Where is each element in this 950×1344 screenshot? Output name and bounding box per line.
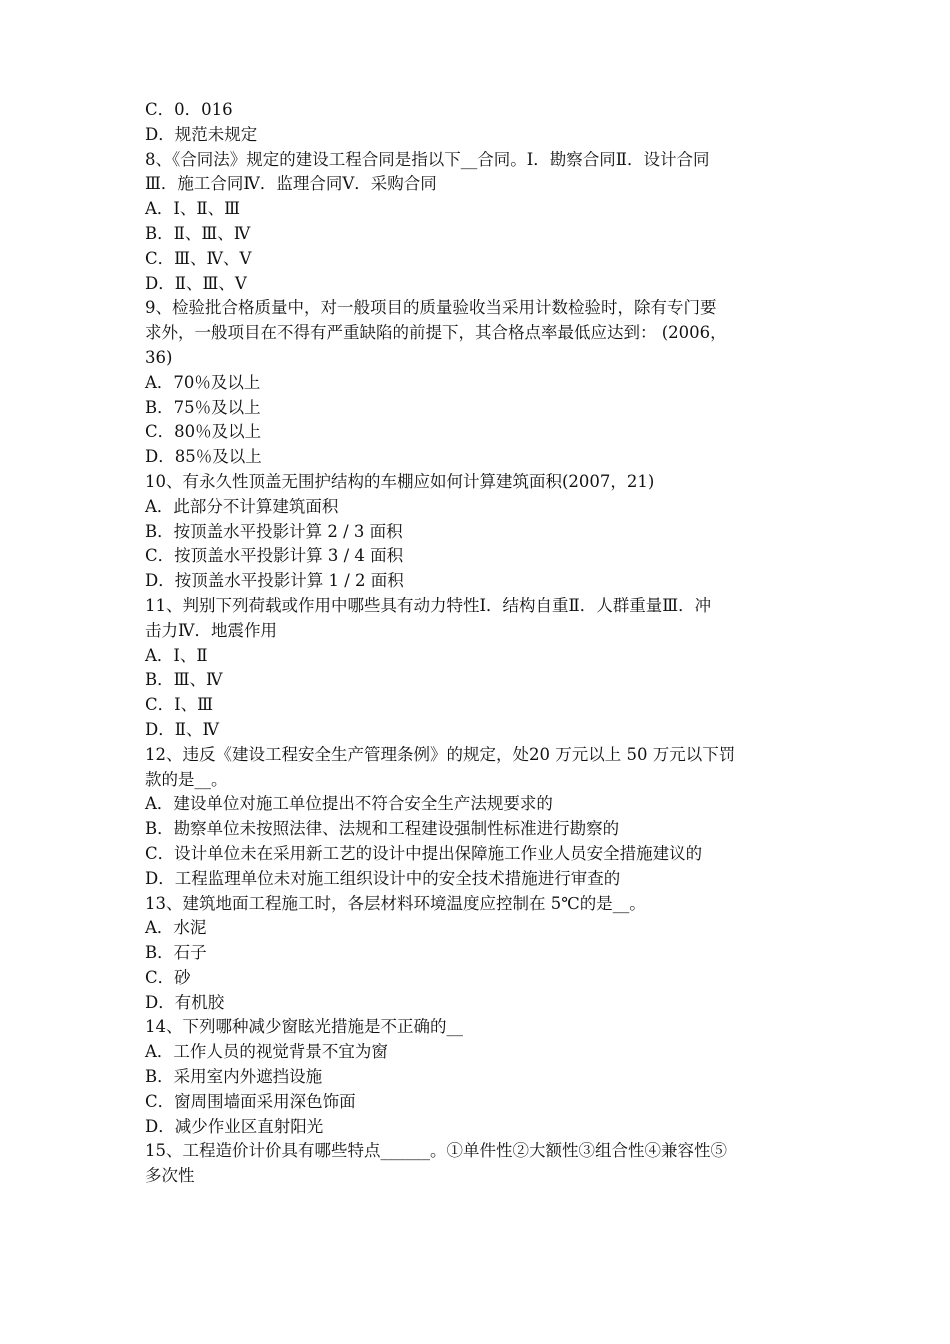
text-line: D．按顶盖水平投影计算 1 / 2 面积 — [145, 571, 404, 591]
text-line: D．减少作业区直射阳光 — [145, 1116, 324, 1136]
document-body — [145, 98, 817, 1189]
text-line: D．Ⅱ、Ⅳ — [145, 719, 219, 739]
text-line: C．按顶盖水平投影计算 3 / 4 面积 — [145, 546, 404, 566]
text-line: A．Ⅰ、Ⅱ、Ⅲ — [145, 199, 241, 219]
text-line: C．砂 — [145, 967, 191, 987]
text-line: 9、检验批合格质量中，对一般项目的质量验收当采用计数检验时，除有专门要 — [145, 298, 717, 318]
text-line: A．水泥 — [145, 918, 207, 938]
text-line: C．设计单位未在采用新工艺的设计中提出保障施工作业人员安全措施建议的 — [145, 843, 703, 863]
text-line: C．0．016 — [145, 100, 233, 119]
text-line: 多次性 — [145, 1166, 195, 1186]
text-line: B．75％及以上 — [145, 397, 261, 417]
text-line: 36) — [145, 347, 173, 367]
text-line: D．Ⅱ、Ⅲ、Ⅴ — [145, 273, 247, 293]
text-line: 款的是__。 — [145, 769, 228, 789]
text-line: C．Ⅰ、Ⅲ — [145, 695, 214, 715]
text-line: 击力Ⅳ．地震作用 — [145, 620, 277, 640]
text-line: Ⅲ．施工合同Ⅳ．监理合同Ⅴ．采购合同 — [145, 174, 437, 194]
text-line: 13、建筑地面工程施工时，各层材料环境温度应控制在 5℃的是__。 — [145, 893, 646, 913]
text-line: D．工程监理单位未对施工组织设计中的安全技术措施进行审查的 — [145, 868, 621, 888]
text-line: C．80％及以上 — [145, 422, 262, 442]
text-line: A．此部分不计算建筑面积 — [145, 496, 339, 516]
text-line: D．规范未规定 — [145, 124, 258, 144]
text-line: A．70％及以上 — [145, 372, 261, 392]
text-line: 11、判别下列荷载或作用中哪些具有动力特性Ⅰ．结构自重Ⅱ．人群重量Ⅲ．冲 — [145, 595, 712, 615]
text-line: B．勘察单位未按照法律、法规和工程建设强制性标准进行勘察的 — [145, 819, 620, 839]
text-line: B．采用室内外遮挡设施 — [145, 1067, 323, 1087]
text-line: B．Ⅲ、Ⅳ — [145, 670, 223, 690]
text-line: A．建设单位对施工单位提出不符合安全生产法规要求的 — [145, 794, 553, 814]
text-line: B．石子 — [145, 943, 207, 963]
text-line: 15、工程造价计价具有哪些特点______。①单件性②大额性③组合性④兼容性⑤ — [145, 1141, 727, 1161]
text-line: 14、下列哪种减少窗眩光措施是不正确的__ — [145, 1017, 463, 1037]
text-line: C．窗周围墙面采用深色饰面 — [145, 1091, 356, 1111]
text-line: A．Ⅰ、Ⅱ — [145, 645, 208, 665]
text-line: B．按顶盖水平投影计算 2 / 3 面积 — [145, 521, 403, 541]
text-line: C．Ⅲ、Ⅳ、Ⅴ — [145, 248, 252, 268]
text-line: D．有机胶 — [145, 992, 225, 1012]
text-line: 求外，一般项目在不得有严重缺陷的前提下，其合格点率最低应达到： (2006， — [145, 323, 727, 343]
text-line: A．工作人员的视觉背景不宜为窗 — [145, 1042, 388, 1062]
text-line: 12、违反《建设工程安全生产管理条例》的规定，处20 万元以上 50 万元以下罚 — [145, 744, 736, 764]
text-line: B．Ⅱ、Ⅲ、Ⅳ — [145, 223, 251, 243]
text-line: 8、《合同法》规定的建设工程合同是指以下__合同。Ⅰ．勘察合同Ⅱ．设计合同 — [145, 149, 710, 169]
text-line: 10、有永久性顶盖无围护结构的车棚应如何计算建筑面积(2007，21) — [145, 471, 655, 491]
text-line: D．85％及以上 — [145, 447, 262, 467]
